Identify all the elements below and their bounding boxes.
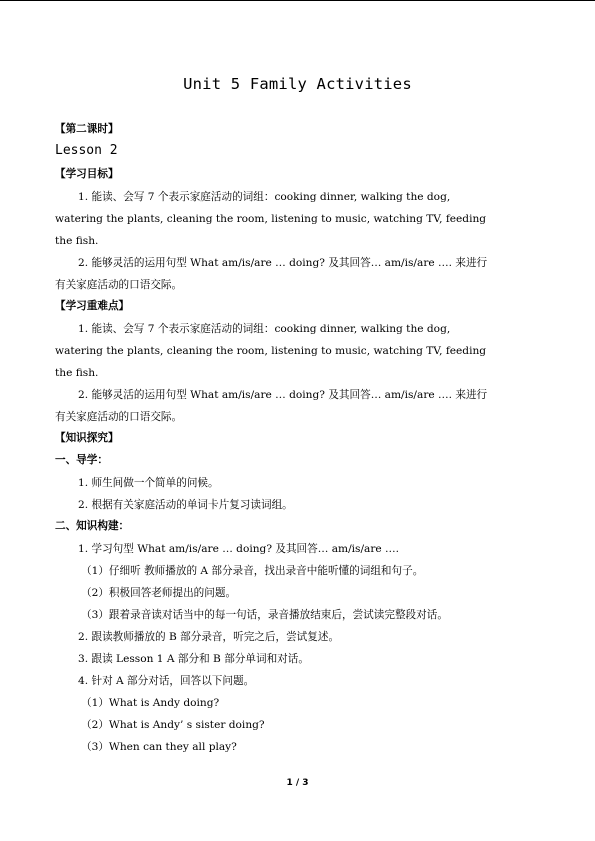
document-title: Unit 5 Family Activities (183, 75, 412, 93)
section-heading: 【学习重难点】 (55, 300, 130, 312)
text-line: 1. 师生间做一个简单的问候。 (78, 477, 219, 489)
text-line: watering the plants, cleaning the room, listening to music, watching TV, feeding (55, 213, 487, 225)
text-line: 2. 能够灵活的运用句型 What am/is/are … doing? 及其回答… am/is/are …. 来进行 (78, 389, 488, 401)
section-heading: 【第二课时】 (55, 123, 119, 135)
text-line: 1. 能读、会写 7 个表示家庭活动的词组：cooking dinner, walking the dog, (78, 191, 451, 203)
text-line: （2）What is Andy’ s sister doing? (81, 719, 265, 731)
text-line: 1. 学习句型 What am/is/are … doing? 及其回答… am/is/are …. (78, 543, 400, 555)
text-line: （2）积极回答老师提出的问题。 (81, 587, 237, 599)
text-line: the fish. (55, 235, 99, 247)
top-rule (0, 0, 595, 1)
section-heading: 【知识探究】 (55, 432, 119, 444)
text-line: （1）仔细听 教师播放的 A 部分录音，找出录音中能听懂的词组和句子。 (81, 565, 424, 577)
section-heading: 二、知识构建： (55, 520, 130, 532)
text-line: 2. 根据有关家庭活动的单词卡片复习读词组。 (78, 499, 293, 511)
text-line: （1）What is Andy doing? (81, 697, 220, 709)
text-line: 3. 跟读 Lesson 1 A 部分和 B 部分单词和对话。 (78, 653, 309, 665)
text-line: 1. 能读、会写 7 个表示家庭活动的词组：cooking dinner, walking the dog, (78, 323, 451, 335)
text-line: （3）When can they all play? (81, 741, 237, 753)
text-line: （3）跟着录音读对话当中的每一句话，录音播放结束后，尝试读完整段对话。 (81, 609, 448, 621)
text-line: 2. 跟读教师播放的 B 部分录音，听完之后，尝试复述。 (78, 631, 340, 643)
text-line: 4. 针对 A 部分对话，回答以下问题。 (78, 675, 255, 687)
section-heading: 【学习目标】 (55, 168, 119, 180)
page-number: 1 / 3 (286, 778, 309, 788)
text-line: 有关家庭活动的口语交际。 (55, 279, 183, 291)
text-line: 有关家庭活动的口语交际。 (55, 411, 183, 423)
section-heading: 一、导学： (55, 454, 108, 466)
text-line: watering the plants, cleaning the room, listening to music, watching TV, feeding (55, 345, 487, 357)
text-line: the fish. (55, 367, 99, 379)
text-line: Lesson 2 (55, 143, 118, 158)
text-line: 2. 能够灵活的运用句型 What am/is/are … doing? 及其回答… am/is/are …. 来进行 (78, 257, 488, 269)
